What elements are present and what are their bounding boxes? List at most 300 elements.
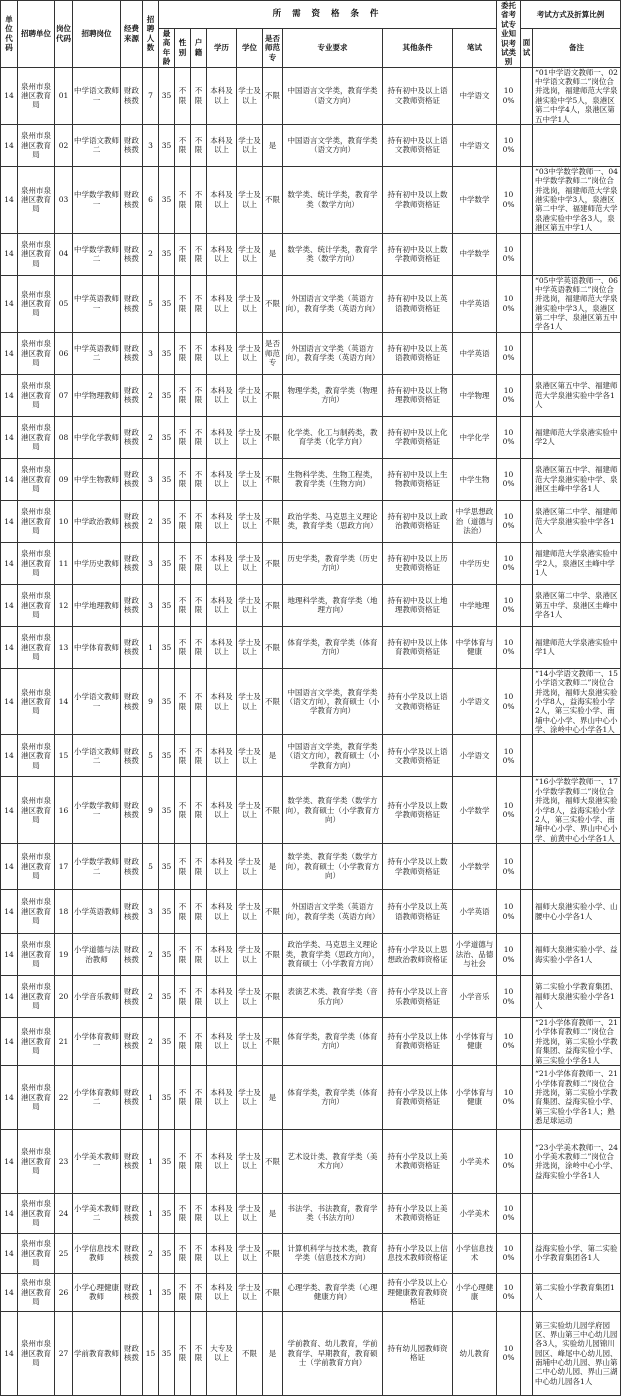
cell-subject: 小学信息技术	[453, 1233, 497, 1273]
header-requirements-group: 所 需 资 格 条 件	[159, 1, 497, 29]
cell-hukou: 不限	[191, 1233, 207, 1273]
cell-other: 持有小学及以上数学教师资格证	[383, 844, 453, 890]
cell-unit: 泉州市泉港区教育局	[18, 275, 55, 332]
cell-education: 本科及以上	[207, 332, 237, 374]
cell-count: 15	[143, 1311, 159, 1395]
cell-remarks: 福建师范大学泉港实验中学1人	[533, 626, 621, 668]
cell-unit-code: 14	[1, 1273, 18, 1311]
cell-post: 小学道德与法治教师	[73, 934, 121, 976]
cell-written: 100%	[497, 458, 521, 500]
cell-written: 100%	[497, 542, 521, 584]
cell-degree: 学士及以上	[237, 1129, 263, 1193]
cell-unit-code: 14	[1, 735, 18, 777]
cell-education: 本科及以上	[207, 542, 237, 584]
cell-hukou: 不限	[191, 458, 207, 500]
cell-degree: 学士及以上	[237, 844, 263, 890]
cell-unit-code: 14	[1, 233, 18, 275]
cell-hukou: 不限	[191, 416, 207, 458]
cell-major: 数学类、教育学类（数学方向），教育硕士（小学教育方向）	[283, 844, 383, 890]
cell-unit: 泉州市泉港区教育局	[18, 458, 55, 500]
cell-normal: 不限	[263, 934, 283, 976]
cell-subject: 中学思想政治（道德与法治）	[453, 500, 497, 542]
cell-age: 35	[159, 1065, 175, 1129]
cell-interview	[521, 934, 533, 976]
cell-funding: 财政核拨	[121, 777, 143, 844]
cell-funding: 财政核拨	[121, 1273, 143, 1311]
cell-hukou: 不限	[191, 890, 207, 934]
cell-age: 35	[159, 542, 175, 584]
cell-hukou: 不限	[191, 844, 207, 890]
cell-other: 持有初中及以上语文教师资格证	[383, 67, 453, 124]
cell-post-code: 10	[55, 500, 73, 542]
cell-funding: 财政核拨	[121, 1311, 143, 1395]
cell-post-code: 01	[55, 67, 73, 124]
cell-degree: 学士及以上	[237, 233, 263, 275]
cell-interview	[521, 777, 533, 844]
cell-education: 本科及以上	[207, 1193, 237, 1233]
cell-gender: 不限	[175, 626, 191, 668]
table-row	[1, 584, 621, 626]
cell-gender: 不限	[175, 1065, 191, 1129]
cell-count: 2	[143, 416, 159, 458]
cell-count: 1	[143, 1193, 159, 1233]
cell-degree: 学士及以上	[237, 1273, 263, 1311]
cell-age: 35	[159, 1193, 175, 1233]
cell-subject: 中学体育与健康	[453, 626, 497, 668]
cell-remarks: “21小学体育教师一、21小学体育教师二”岗位合并选岗，第二实验小学教育集团、益海实验小学、第三实验小学各1人	[533, 1018, 621, 1066]
cell-degree: 学士及以上	[237, 416, 263, 458]
cell-post-code: 20	[55, 976, 73, 1018]
cell-written: 100%	[497, 584, 521, 626]
cell-hukou: 不限	[191, 67, 207, 124]
cell-count: 5	[143, 844, 159, 890]
cell-post-code: 02	[55, 124, 73, 166]
cell-remarks: “23小学美术教师一、24小学美术教师二”岗位合并选岗，涂岭中心小学、益海实验小学各1人	[533, 1129, 621, 1193]
cell-normal: 是	[263, 844, 283, 890]
cell-count: 2	[143, 1233, 159, 1273]
cell-post-code: 22	[55, 1065, 73, 1129]
cell-interview	[521, 416, 533, 458]
cell-written: 100%	[497, 735, 521, 777]
cell-normal: 不限	[263, 1129, 283, 1193]
cell-count: 3	[143, 584, 159, 626]
cell-subject: 小学体育与健康	[453, 1018, 497, 1066]
header-post-code: 岗位代码	[55, 1, 73, 68]
cell-interview	[521, 976, 533, 1018]
cell-interview	[521, 844, 533, 890]
cell-degree: 学士及以上	[237, 1193, 263, 1233]
cell-age: 35	[159, 890, 175, 934]
cell-hukou: 不限	[191, 1311, 207, 1395]
cell-count: 9	[143, 668, 159, 735]
cell-degree: 学士及以上	[237, 332, 263, 374]
cell-education: 本科及以上	[207, 844, 237, 890]
cell-gender: 不限	[175, 275, 191, 332]
cell-remarks	[533, 844, 621, 890]
cell-major: 外国语言文学类（英语方向），教育学类（英语方向）	[283, 275, 383, 332]
cell-other: 持有小学及以上信息技术教师资格证	[383, 1233, 453, 1273]
cell-major: 生物科学类、生物工程类，教育学类（生物方向）	[283, 458, 383, 500]
cell-other: 持有初中及以上数学教师资格证	[383, 166, 453, 233]
cell-written: 100%	[497, 777, 521, 844]
cell-count: 1	[143, 626, 159, 668]
cell-gender: 不限	[175, 976, 191, 1018]
cell-count: 5	[143, 275, 159, 332]
cell-post: 中学数学教师一	[73, 166, 121, 233]
cell-education: 大专及以上	[207, 1311, 237, 1395]
cell-other: 持有小学及以上思想政治教师资格证	[383, 934, 453, 976]
cell-post: 小学音乐教师	[73, 976, 121, 1018]
cell-age: 35	[159, 844, 175, 890]
header-post: 招聘岗位	[73, 1, 121, 68]
cell-major: 化学类、化工与制药类，教育学类（化学方向）	[283, 416, 383, 458]
cell-subject: 中学历史	[453, 542, 497, 584]
cell-major: 外国语言文学类（英语方向），教育学类（英语方向）	[283, 332, 383, 374]
cell-age: 35	[159, 416, 175, 458]
cell-normal: 是	[263, 1065, 283, 1129]
cell-written: 100%	[497, 1018, 521, 1066]
cell-interview	[521, 166, 533, 233]
cell-unit-code: 14	[1, 1018, 18, 1066]
cell-post-code: 21	[55, 1018, 73, 1066]
cell-degree: 学士及以上	[237, 67, 263, 124]
cell-hukou: 不限	[191, 777, 207, 844]
cell-interview	[521, 500, 533, 542]
cell-age: 35	[159, 374, 175, 416]
header-other: 其他条件	[383, 29, 453, 68]
cell-gender: 不限	[175, 1129, 191, 1193]
cell-normal: 是否师范专	[263, 332, 283, 374]
cell-count: 2	[143, 233, 159, 275]
cell-major: 政治学类、马克思主义理论类，教育学类（思政方向），教育硕士（小学教育方向）	[283, 934, 383, 976]
cell-funding: 财政核拨	[121, 844, 143, 890]
cell-unit-code: 14	[1, 626, 18, 668]
cell-unit-code: 14	[1, 844, 18, 890]
cell-interview	[521, 1129, 533, 1193]
cell-subject: 小学体育与健康	[453, 1065, 497, 1129]
cell-unit: 泉州市泉港区教育局	[18, 67, 55, 124]
cell-unit: 泉州市泉港区教育局	[18, 777, 55, 844]
cell-post-code: 16	[55, 777, 73, 844]
cell-unit-code: 14	[1, 777, 18, 844]
table-row	[1, 1273, 621, 1311]
cell-age: 35	[159, 735, 175, 777]
cell-degree: 学士及以上	[237, 584, 263, 626]
cell-subject: 小学英语	[453, 890, 497, 934]
cell-major: 表演艺术类、教育学类（音乐方向）	[283, 976, 383, 1018]
cell-written: 100%	[497, 890, 521, 934]
cell-funding: 财政核拨	[121, 626, 143, 668]
cell-subject: 小学数学	[453, 777, 497, 844]
cell-hukou: 不限	[191, 124, 207, 166]
cell-other: 持有小学及以上体育教师资格证	[383, 1065, 453, 1129]
cell-age: 35	[159, 1311, 175, 1395]
cell-degree: 学士及以上	[237, 976, 263, 1018]
cell-gender: 不限	[175, 890, 191, 934]
cell-age: 35	[159, 275, 175, 332]
cell-post-code: 18	[55, 890, 73, 934]
cell-unit-code: 14	[1, 166, 18, 233]
cell-education: 本科及以上	[207, 934, 237, 976]
cell-major: 计算机科学与技术类，教育学类（信息技术方向）	[283, 1233, 383, 1273]
cell-education: 本科及以上	[207, 166, 237, 233]
cell-normal: 是	[263, 735, 283, 777]
cell-post: 中学语文教师一	[73, 67, 121, 124]
cell-degree: 学士及以上	[237, 166, 263, 233]
cell-major: 数学类、统计学类，教育学类（数学方向）	[283, 233, 383, 275]
cell-interview	[521, 67, 533, 124]
cell-hukou: 不限	[191, 1193, 207, 1233]
table-row	[1, 1311, 621, 1395]
cell-education: 本科及以上	[207, 890, 237, 934]
cell-degree: 学士及以上	[237, 275, 263, 332]
cell-count: 6	[143, 166, 159, 233]
cell-major: 数学类、统计学类，教育学类（数学方向）	[283, 166, 383, 233]
cell-gender: 不限	[175, 584, 191, 626]
cell-normal: 是	[263, 1193, 283, 1233]
table-row	[1, 542, 621, 584]
cell-remarks: “01中学语文教师一、02中学语文教师二”岗位合并选岗，福建师范大学泉港实验中学5人，泉港区第二中学4人，泉港区第五中学1人	[533, 67, 621, 124]
cell-unit: 泉州市泉港区教育局	[18, 332, 55, 374]
cell-gender: 不限	[175, 735, 191, 777]
cell-unit: 泉州市泉港区教育局	[18, 934, 55, 976]
header-unit: 招聘单位	[18, 1, 55, 68]
cell-gender: 不限	[175, 1018, 191, 1066]
cell-major: 中国语言文学类，教育学类（语文方向），教育硕士（小学教育方向）	[283, 735, 383, 777]
cell-unit-code: 14	[1, 124, 18, 166]
cell-unit: 泉州市泉港区教育局	[18, 735, 55, 777]
cell-other: 持有小学及以上音乐教师资格证	[383, 976, 453, 1018]
cell-gender: 不限	[175, 416, 191, 458]
cell-subject: 小学语文	[453, 668, 497, 735]
cell-hukou: 不限	[191, 934, 207, 976]
cell-normal: 不限	[263, 584, 283, 626]
cell-interview	[521, 890, 533, 934]
cell-gender: 不限	[175, 458, 191, 500]
cell-hukou: 不限	[191, 500, 207, 542]
table-row	[1, 233, 621, 275]
table-row	[1, 1065, 621, 1129]
cell-other: 持有小学及以上心理健康教育教师资格证	[383, 1273, 453, 1311]
cell-unit-code: 14	[1, 67, 18, 124]
cell-normal: 是	[263, 233, 283, 275]
cell-gender: 不限	[175, 1233, 191, 1273]
cell-other: 持有初中及以上物理教师资格证	[383, 374, 453, 416]
table-row	[1, 458, 621, 500]
cell-subject: 中学化学	[453, 416, 497, 458]
cell-hukou: 不限	[191, 626, 207, 668]
header-unit-code: 单位代码	[1, 1, 18, 68]
cell-post: 小学信息技术教师	[73, 1233, 121, 1273]
cell-major: 体育学类，教育学类（体育方向）	[283, 1065, 383, 1129]
cell-major: 中国语言文学类，教育学类（语文方向）	[283, 124, 383, 166]
cell-written: 100%	[497, 668, 521, 735]
cell-normal: 不限	[263, 275, 283, 332]
cell-post-code: 07	[55, 374, 73, 416]
table-row	[1, 1129, 621, 1193]
cell-degree: 学士及以上	[237, 374, 263, 416]
cell-subject: 中学英语	[453, 275, 497, 332]
cell-subject: 小学美术	[453, 1129, 497, 1193]
cell-other: 持有初中及以上政治教师资格证	[383, 500, 453, 542]
cell-gender: 不限	[175, 777, 191, 844]
cell-gender: 不限	[175, 233, 191, 275]
cell-interview	[521, 233, 533, 275]
cell-post: 小学体育教师二	[73, 1065, 121, 1129]
cell-remarks	[533, 735, 621, 777]
cell-count: 2	[143, 1018, 159, 1066]
cell-unit: 泉州市泉港区教育局	[18, 500, 55, 542]
cell-funding: 财政核拨	[121, 1193, 143, 1233]
cell-count: 1	[143, 1065, 159, 1129]
cell-major: 中国语言文学类，教育学类（语文方向）	[283, 67, 383, 124]
cell-written: 100%	[497, 1311, 521, 1395]
cell-education: 本科及以上	[207, 584, 237, 626]
cell-funding: 财政核拨	[121, 1129, 143, 1193]
cell-hukou: 不限	[191, 584, 207, 626]
cell-subject: 小学道德与法治、品德与社会	[453, 934, 497, 976]
cell-interview	[521, 458, 533, 500]
cell-funding: 财政核拨	[121, 735, 143, 777]
cell-funding: 财政核拨	[121, 67, 143, 124]
cell-remarks	[533, 124, 621, 166]
cell-degree: 学士及以上	[237, 542, 263, 584]
table-row	[1, 1193, 621, 1233]
cell-post-code: 15	[55, 735, 73, 777]
cell-remarks: 泉港区第五中学、福建师范大学泉港实验中学、泉港区圭峰中学各1人	[533, 458, 621, 500]
cell-interview	[521, 626, 533, 668]
cell-other: 持有初中及以上语文教师资格证	[383, 124, 453, 166]
cell-normal: 不限	[263, 1018, 283, 1066]
table-row	[1, 890, 621, 934]
cell-interview	[521, 668, 533, 735]
table-header	[1, 1, 621, 68]
cell-education: 本科及以上	[207, 668, 237, 735]
cell-remarks: 泉港区第二中学、泉港区第五中学、泉港区圭峰中学各1人	[533, 584, 621, 626]
cell-unit-code: 14	[1, 1065, 18, 1129]
cell-subject: 小学音乐	[453, 976, 497, 1018]
cell-post-code: 06	[55, 332, 73, 374]
cell-remarks	[533, 233, 621, 275]
cell-remarks: 益海实验小学、第二实验小学教育集团各1人	[533, 1233, 621, 1273]
cell-age: 35	[159, 668, 175, 735]
cell-normal: 不限	[263, 416, 283, 458]
table-row	[1, 275, 621, 332]
cell-remarks	[533, 332, 621, 374]
cell-other: 持有初中及以上数学教师资格证	[383, 233, 453, 275]
cell-major: 数学类、教育学类（数学方向），教育硕士（小学教育方向）	[283, 777, 383, 844]
cell-normal: 不限	[263, 67, 283, 124]
cell-remarks: 泉港区第五中学、福建师范大学泉港实验中学各1人	[533, 374, 621, 416]
cell-written: 100%	[497, 626, 521, 668]
table-row	[1, 332, 621, 374]
cell-post: 中学历史教师	[73, 542, 121, 584]
cell-major: 地理科学类，教育学类（地理方向）	[283, 584, 383, 626]
cell-unit-code: 14	[1, 374, 18, 416]
cell-remarks: 福师大泉港实验小学、山腰中心小学各1人	[533, 890, 621, 934]
cell-unit: 泉州市泉港区教育局	[18, 233, 55, 275]
cell-degree: 学士及以上	[237, 124, 263, 166]
cell-remarks: “21小学体育教师一、21小学体育教师二”岗位合并选岗，第二实验小学教育集团、益海实验小学、第三实验小学各1人；熟悉足球运动	[533, 1065, 621, 1129]
cell-major: 艺术设计类、教育学类（美术方向）	[283, 1129, 383, 1193]
cell-remarks: “03中学数学教师一、04中学数学教师二”岗位合并选岗，福建师范大学泉港实验中学3人，泉港区第二中学、福建师范大学泉港实验中学各3人，泉港区第五中学1人	[533, 166, 621, 233]
cell-education: 本科及以上	[207, 1273, 237, 1311]
cell-education: 本科及以上	[207, 124, 237, 166]
cell-unit: 泉州市泉港区教育局	[18, 844, 55, 890]
cell-written: 100%	[497, 233, 521, 275]
cell-gender: 不限	[175, 668, 191, 735]
cell-written: 100%	[497, 976, 521, 1018]
cell-written: 100%	[497, 166, 521, 233]
cell-education: 本科及以上	[207, 626, 237, 668]
cell-funding: 财政核拨	[121, 1233, 143, 1273]
cell-education: 本科及以上	[207, 233, 237, 275]
cell-gender: 不限	[175, 374, 191, 416]
cell-age: 35	[159, 332, 175, 374]
cell-normal: 不限	[263, 890, 283, 934]
cell-post-code: 09	[55, 458, 73, 500]
cell-funding: 财政核拨	[121, 124, 143, 166]
cell-education: 本科及以上	[207, 976, 237, 1018]
cell-written: 100%	[497, 1129, 521, 1193]
cell-interview	[521, 1193, 533, 1233]
cell-normal: 是	[263, 1311, 283, 1395]
cell-post-code: 24	[55, 1193, 73, 1233]
cell-post-code: 03	[55, 166, 73, 233]
cell-remarks: 第三实验幼儿园学府园区、界山第三中心幼儿园各3人，实验幼儿园锦川园区、峰尾中心幼儿园、南埔中心幼儿园、界山第二中心幼儿园、界山三湖中心幼儿园各1人	[533, 1311, 621, 1395]
table-row	[1, 844, 621, 890]
cell-subject: 小学语文	[453, 735, 497, 777]
cell-post: 中学语文教师二	[73, 124, 121, 166]
cell-hukou: 不限	[191, 1018, 207, 1066]
table-row	[1, 777, 621, 844]
cell-post: 学前教育教师	[73, 1311, 121, 1395]
table-row	[1, 735, 621, 777]
cell-unit: 泉州市泉港区教育局	[18, 668, 55, 735]
cell-age: 35	[159, 777, 175, 844]
cell-other: 持有初中及以上化学教师资格证	[383, 416, 453, 458]
cell-age: 35	[159, 458, 175, 500]
cell-gender: 不限	[175, 1193, 191, 1233]
cell-interview	[521, 542, 533, 584]
cell-major: 体育学类，教育学类（体育方向）	[283, 1018, 383, 1066]
cell-remarks: “05中学英语教师一、06中学英语教师二”岗位合并选岗，福建师范大学泉港实验中学3人，泉港区第二中学、泉港区第五中学各1人	[533, 275, 621, 332]
cell-other: 持有小学及以上美术教师资格证	[383, 1193, 453, 1233]
cell-unit-code: 14	[1, 458, 18, 500]
cell-subject: 小学心理健康	[453, 1273, 497, 1311]
cell-funding: 财政核拨	[121, 416, 143, 458]
cell-unit: 泉州市泉港区教育局	[18, 374, 55, 416]
cell-remarks: 福师大泉港实验小学、益海实验小学各1人	[533, 934, 621, 976]
cell-count: 2	[143, 500, 159, 542]
table-row	[1, 976, 621, 1018]
cell-subject: 小学数学	[453, 844, 497, 890]
cell-other: 持有小学及以上语文教师资格证	[383, 735, 453, 777]
cell-count: 2	[143, 374, 159, 416]
cell-unit: 泉州市泉港区教育局	[18, 1018, 55, 1066]
cell-unit: 泉州市泉港区教育局	[18, 976, 55, 1018]
cell-funding: 财政核拨	[121, 976, 143, 1018]
cell-other: 持有初中及以上历史教师资格证	[383, 542, 453, 584]
cell-degree: 学士及以上	[237, 458, 263, 500]
cell-age: 35	[159, 67, 175, 124]
cell-normal: 不限	[263, 1233, 283, 1273]
cell-post: 中学数学教师二	[73, 233, 121, 275]
cell-unit-code: 14	[1, 890, 18, 934]
cell-degree: 学士及以上	[237, 777, 263, 844]
cell-major: 心理学类、教育学类（心理健康方向）	[283, 1273, 383, 1311]
cell-education: 本科及以上	[207, 1233, 237, 1273]
